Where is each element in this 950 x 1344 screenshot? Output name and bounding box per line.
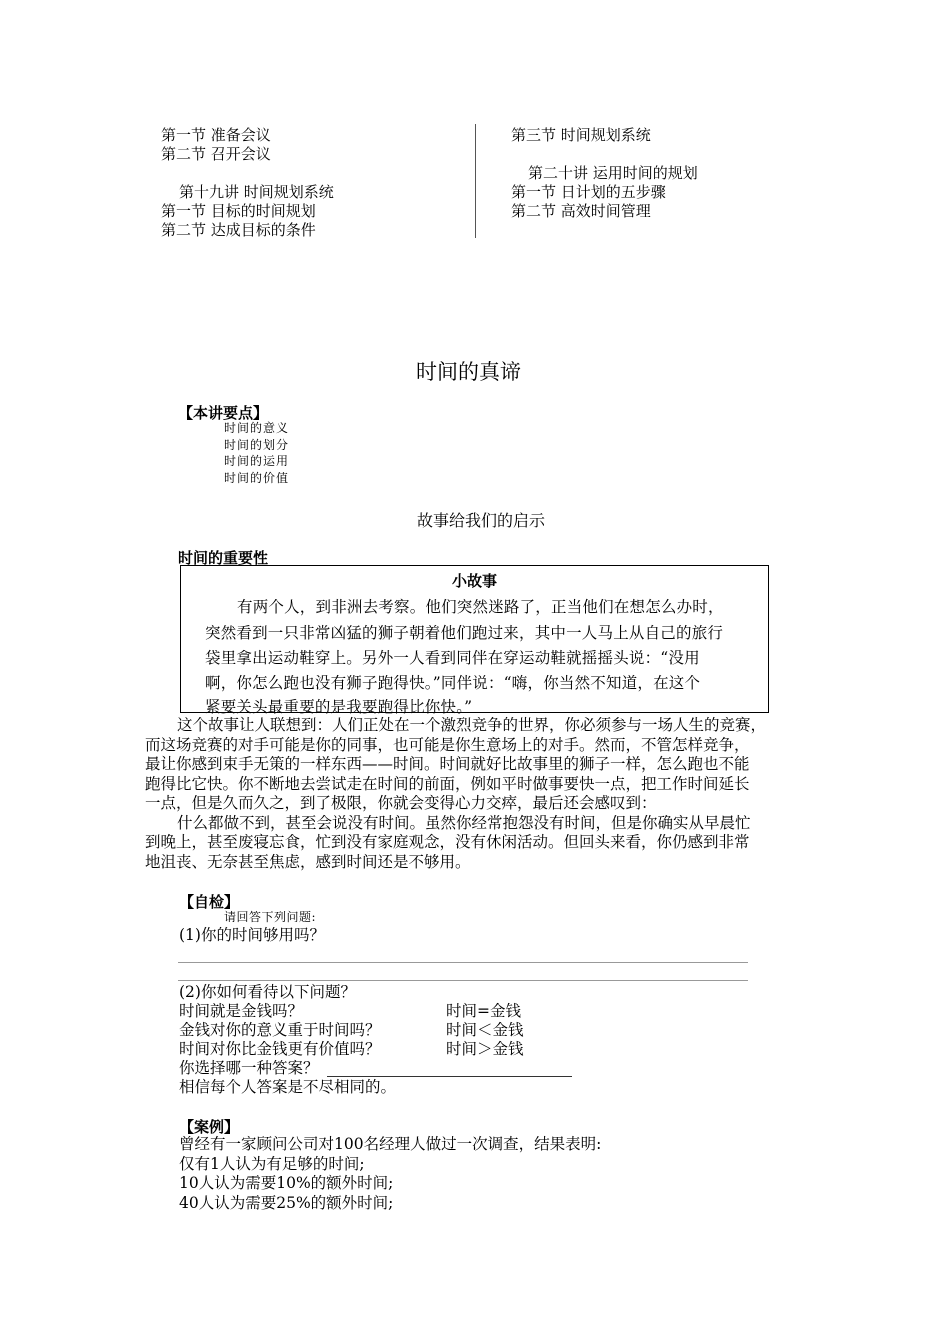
paragraph-line: 一点，但是久而久之，到了极限，你就会变得心力交瘁，最后还会感叹到：: [145, 794, 657, 812]
story-title: 小故事: [451, 572, 497, 590]
q2-option: 时间＜金钱: [446, 1021, 524, 1039]
story-line: 袋里拿出运动鞋穿上。另外一人看到同伴在穿运动鞋就摇摇头说：“没用: [205, 649, 700, 667]
page-title: 时间的真谛: [416, 360, 521, 384]
q2-option: 时间＞金钱: [446, 1040, 524, 1058]
q2-question: 时间就是金钱吗？: [179, 1002, 304, 1020]
toc-right-item-3: 第二节 高效时间管理: [511, 202, 651, 220]
self-check-heading: 【自检】: [179, 893, 240, 911]
question-1: (1)你的时间够用吗？: [179, 926, 325, 944]
q2-question: 金钱对你的意义重于时间吗？: [179, 1021, 381, 1039]
paragraph-line: 跑得比它快。你不断地去尝试走在时间的前面，例如平时做事要快一点，把工作时间延长: [145, 775, 750, 793]
toc-left-item-2: 第二节 召开会议: [161, 145, 271, 163]
key-points-heading: 【本讲要点】: [178, 404, 269, 422]
answer-line[interactable]: [178, 980, 748, 981]
toc-left-item-1: 第一节 准备会议: [161, 126, 271, 144]
case-line: 曾经有一家顾问公司对100名经理人做过一次调查，结果表明:: [179, 1135, 602, 1153]
toc-left-lecture-19: 第十九讲 时间规划系统: [179, 183, 334, 201]
story-line: 紧要关头最重要的是我要跑得比你快。”: [205, 698, 473, 716]
toc-right-item-1: 第三节 时间规划系统: [511, 126, 651, 144]
case-line: 仅有1人认为有足够的时间;: [179, 1155, 365, 1173]
paragraph-line: 而这场竞赛的对手可能是你的同事，也可能是你生意场上的对手。然而，不管怎样竞争，: [145, 736, 750, 754]
key-point-item: 时间的运用: [224, 454, 290, 468]
q2-question: 时间对你比金钱更有价值吗？: [179, 1040, 381, 1058]
paragraph-line: 到晚上，甚至废寝忘食，忙到没有家庭观念，没有休闲活动。但回头来看，你仍感到非常: [145, 833, 750, 851]
key-point-item: 时间的意义: [224, 421, 290, 435]
case-line: 10人认为需要10%的额外时间;: [179, 1174, 394, 1192]
paragraph-line: 什么都做不到，甚至会说没有时间。虽然你经常抱怨没有时间，但是你确实从早晨忙: [177, 814, 751, 832]
case-line: 40人认为需要25%的额外时间;: [179, 1194, 394, 1212]
story-line: 啊，你怎么跑也没有狮子跑得快。”同伴说：“嗨，你当然不知道，在这个: [205, 674, 701, 692]
q2-option: 时间=金钱: [446, 1002, 521, 1020]
choose-answer-line[interactable]: [327, 1076, 572, 1077]
toc-left-item-4: 第二节 达成目标的条件: [161, 221, 316, 239]
story-box: [180, 565, 769, 716]
story-line: 突然看到一只非常凶猛的狮子朝着他们跑过来，其中一人马上从自己的旅行: [205, 624, 724, 642]
section-title: 故事给我们的启示: [417, 511, 546, 530]
key-point-item: 时间的划分: [224, 438, 290, 452]
choose-answer-label: 你选择哪一种答案？: [179, 1059, 319, 1077]
case-heading: 【案例】: [179, 1118, 240, 1136]
toc-left-item-3: 第一节 目标的时间规划: [161, 202, 316, 220]
key-point-item: 时间的价值: [224, 471, 290, 485]
paragraph-line: 这个故事让人联想到：人们正处在一个激烈竞争的世界，你必须参与一场人生的竞赛，: [177, 716, 767, 734]
self-check-prompt: 请回答下列问题:: [224, 910, 317, 924]
paragraph-line: 地沮丧、无奈甚至焦虑，感到时间还是不够用。: [145, 853, 471, 871]
self-check-conclusion: 相信每个人答案是不尽相同的。: [179, 1078, 397, 1096]
question-2: (2)你如何看待以下问题？: [179, 983, 356, 1001]
toc-right-item-2: 第一节 日计划的五步骤: [511, 183, 666, 201]
paragraph-line: 最让你感到束手无策的一样东西——时间。时间就好比故事里的狮子一样，怎么跑也不能: [145, 755, 750, 773]
toc-right-lecture-20: 第二十讲 运用时间的规划: [528, 164, 698, 182]
toc-divider: [475, 124, 476, 238]
story-line: 有两个人，到非洲去考察。他们突然迷路了，正当他们在想怎么办时，: [237, 598, 724, 616]
importance-heading: 时间的重要性: [178, 549, 269, 567]
answer-line[interactable]: [178, 962, 748, 963]
